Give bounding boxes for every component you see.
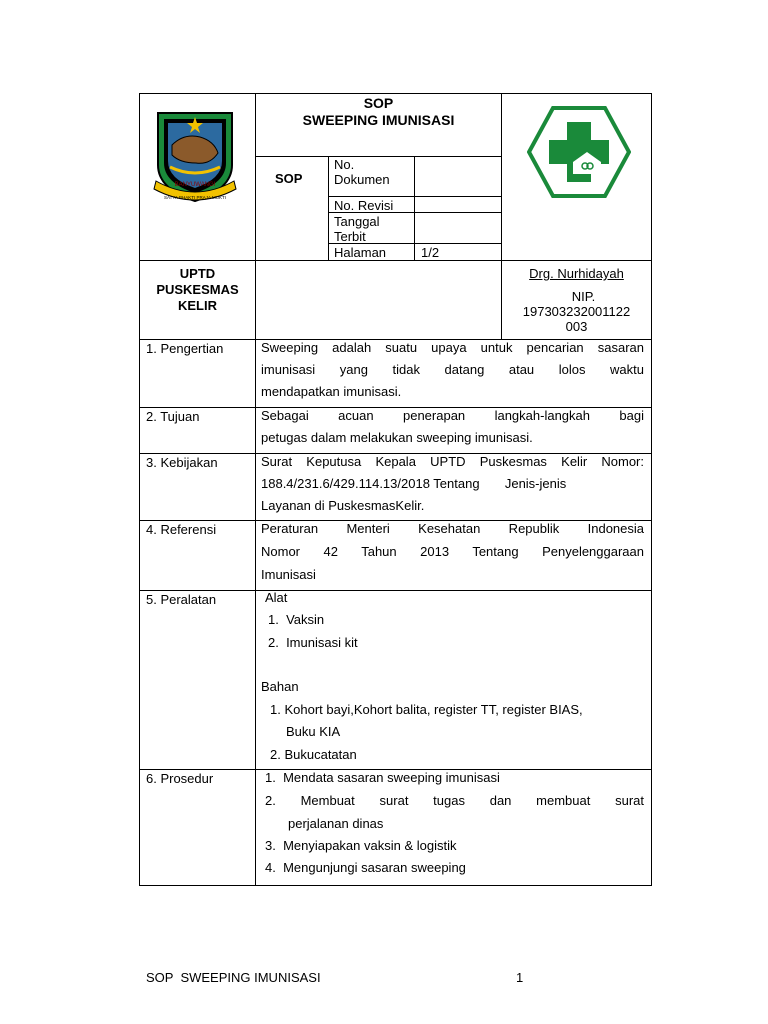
alat-item-1: 1. Vaksin [268, 612, 325, 627]
prosedur-step-2: 2. Membuat surat tugas dan membuat surat [265, 793, 644, 808]
sop-subtitle: SWEEPING IMUNISASI [302, 112, 455, 128]
row-label-prosedur: 6. Prosedur [146, 771, 214, 786]
pengertian-line-2: imunisasi yang tidak datang atau lolos waktu [261, 362, 644, 377]
bahan-heading: Bahan [261, 679, 299, 694]
puskesmas-logo [527, 106, 631, 198]
kebijakan-line-2: 188.4/231.6/429.114.13/2018 Tentang Jenis-jenis [261, 476, 567, 491]
prosedur-step-2-cont: perjalanan dinas [288, 816, 384, 831]
bahan-item-1: 1. Kohort bayi,Kohort balita, register TT, register BIAS, [270, 702, 583, 717]
svg-text:SATYA BHAKTI PRAJA MUKTI: SATYA BHAKTI PRAJA MUKTI [163, 195, 227, 200]
bahan-item-2: 2. Bukucatatan [270, 747, 357, 762]
sop-title: SOP [363, 95, 394, 111]
pengertian-line-3: mendapatkan imunisasi. [261, 384, 402, 399]
signer-nip-label: NIP. [571, 289, 596, 304]
row-label-tujuan: 2. Tujuan [146, 409, 200, 424]
regency-crest-logo [150, 107, 240, 207]
footer-title: SOP SWEEPING IMUNISASI [146, 970, 321, 985]
field-tanggal-terbit-label: Tanggal Terbit [334, 214, 380, 244]
svg-text:BANYUWANGI: BANYUWANGI [174, 182, 216, 188]
alat-heading: Alat [265, 590, 288, 605]
row-label-referensi: 4. Referensi [146, 522, 217, 537]
signer-nip-line-2: 003 [565, 319, 588, 334]
prosedur-step-3: 3. Menyiapakan vaksin & logistik [265, 838, 457, 853]
row-label-pengertian: 1. Pengertian [146, 341, 224, 356]
tujuan-line-2: petugas dalam melakukan sweeping imunisasi. [261, 430, 533, 445]
signer-nip-line-1: 197303232001122 [522, 304, 631, 319]
referensi-line-1: Peraturan Menteri Kesehatan Republik Indonesia [261, 521, 644, 536]
kebijakan-line-3: Layanan di PuskesmasKelir. [261, 498, 425, 513]
referensi-line-3: Imunisasi [261, 567, 316, 582]
alat-item-2: 2. Imunisasi kit [268, 635, 358, 650]
org-name-line-3: KELIR [178, 298, 217, 313]
referensi-line-2: Nomor 42 Tahun 2013 Tentang Penyelenggaraan [261, 544, 644, 559]
prosedur-step-4: 4. Mengunjungi sasaran sweeping [265, 860, 466, 875]
kebijakan-line-1: Surat Keputusa Kepala UPTD Puskesmas Kelir Nomor: [261, 454, 644, 469]
pengertian-line-1: Sweeping adalah suatu upaya untuk pencarian sasaran [261, 340, 644, 355]
org-name-line-2: PUSKESMAS [156, 282, 239, 297]
signer-name: Drg. Nurhidayah [529, 266, 624, 281]
sop-label: SOP [275, 171, 303, 186]
row-label-peralatan: 5. Peralatan [146, 592, 217, 607]
bahan-item-1-cont: Buku KIA [286, 724, 341, 739]
row-label-kebijakan: 3. Kebijakan [146, 455, 218, 470]
tujuan-line-1: Sebagai acuan penerapan langkah-langkah bagi [261, 408, 644, 423]
field-halaman-value: 1/2 [421, 245, 440, 260]
prosedur-step-1: 1. Mendata sasaran sweeping imunisasi [265, 770, 500, 785]
org-name-line-1: UPTD [179, 266, 216, 281]
field-halaman-label: Halaman [334, 245, 387, 260]
field-no-dokumen-label: No. Dokumen [334, 157, 390, 187]
footer-page-number: 1 [516, 970, 524, 985]
field-no-revisi-label: No. Revisi [334, 198, 394, 213]
